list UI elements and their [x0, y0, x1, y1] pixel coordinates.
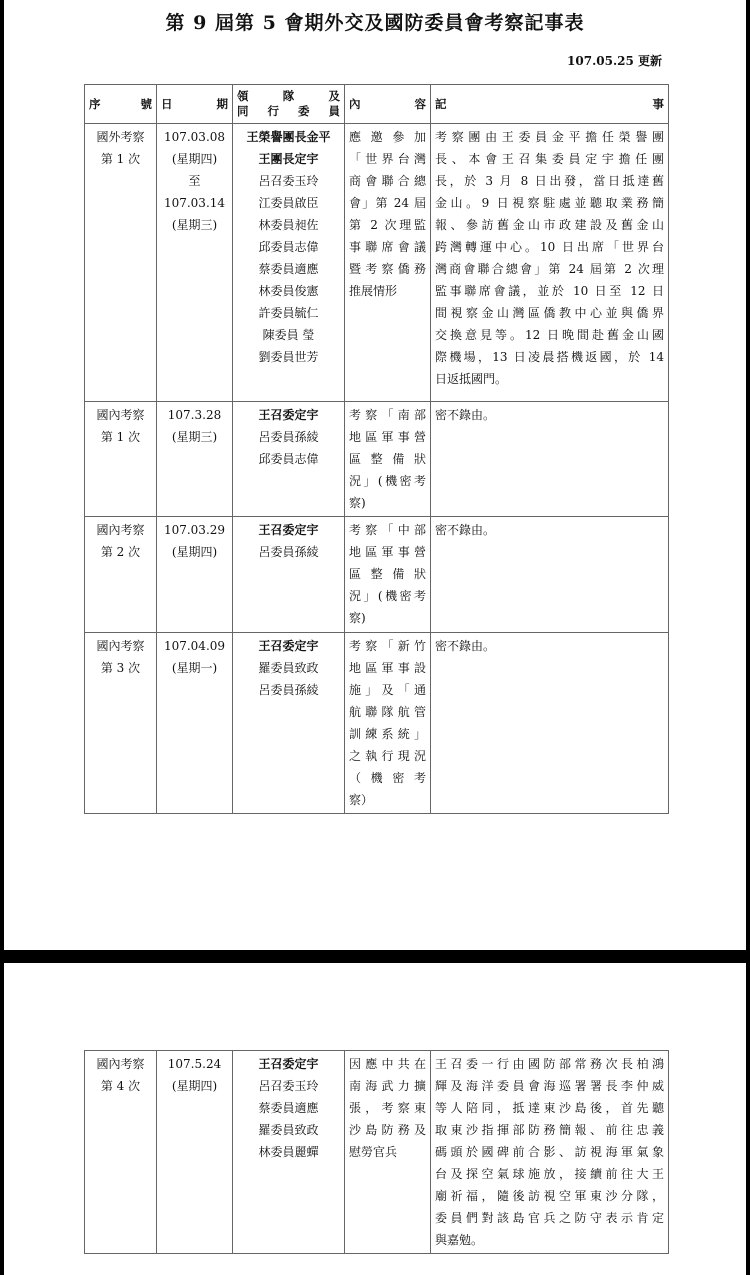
cell-leaders: [233, 1051, 345, 1254]
content-text: 之執行現況: [349, 749, 426, 763]
notes-text: 廟祈福，隨後訪視空軍東沙分隊，: [435, 1189, 664, 1203]
notes-text: 等人陪同，抵達東沙島後，首先聽: [435, 1101, 664, 1115]
cell-date: [157, 633, 233, 814]
cell-seq: [85, 517, 157, 633]
cell-leaders: [233, 517, 345, 633]
content-text: 慰勞官兵: [349, 1145, 398, 1159]
content-text: 暨考察僑務: [349, 262, 426, 276]
cell-seq: [85, 633, 157, 814]
member-name: 羅委員致政: [258, 661, 319, 675]
content-text: 張，考察東: [349, 1101, 426, 1115]
cell-date: [157, 517, 233, 633]
cell-leaders: [233, 124, 345, 402]
content-text: 南海武力擴: [349, 1079, 426, 1093]
member-name: 林委員俊憲: [258, 284, 319, 298]
cell-seq: [85, 402, 157, 517]
document-page-2: [4, 963, 746, 1275]
member-name: 呂委員孫綾: [258, 683, 319, 697]
date-text: (星期四): [171, 1079, 218, 1093]
cell-notes: [431, 402, 669, 517]
date-text: (星期三): [171, 430, 218, 444]
content-text: 況」(機密考: [349, 474, 426, 488]
document-page-1: [4, 0, 746, 950]
table-row: [85, 633, 669, 814]
date-text: (星期三): [171, 218, 218, 232]
inspection-record-table: [84, 84, 669, 814]
content-text: 航聯隊航管: [349, 705, 426, 719]
content-text: 察）: [349, 793, 374, 807]
member-name: 邱委員志偉: [258, 452, 319, 466]
content-text: （ 機 密 考: [349, 771, 426, 785]
header-leaders-line-1: 領 隊 及: [237, 89, 340, 103]
date-text: 至: [188, 174, 201, 188]
cell-content: [345, 402, 431, 517]
notes-text: 輝及海洋委員會海巡署署長李仲威: [435, 1079, 664, 1093]
member-name: 江委員啟臣: [258, 196, 319, 210]
seq-text: 國內考察: [96, 1057, 145, 1071]
content-text: 商會聯合總: [349, 174, 426, 188]
cell-seq: [85, 124, 157, 402]
header-date: 日 期: [157, 85, 233, 124]
cell-leaders: [233, 402, 345, 517]
content-text: 考察「新竹: [349, 639, 426, 653]
content-text: 區 整 備 狀: [349, 452, 426, 466]
notes-text: 灣商會聯合總會」第 24 屆第 2 次理: [435, 262, 664, 276]
table-header-row: [85, 85, 669, 124]
header-seq: 序 號: [85, 85, 157, 124]
content-text: 推展情形: [349, 284, 398, 298]
content-text: 第 2 次理監: [349, 218, 426, 232]
cell-content: [345, 633, 431, 814]
notes-text: 間視察金山灣區僑教中心並與僑界: [435, 306, 664, 320]
header-leaders-line-2: 同 行 委 員: [237, 104, 340, 118]
cell-content: [345, 1051, 431, 1254]
seq-text: 第 1 次: [100, 430, 141, 444]
cell-date: [157, 1051, 233, 1254]
notes-text: 台及探空氣球施放，接續前往大王: [435, 1167, 664, 1181]
content-text: 因應中共在: [349, 1057, 426, 1071]
seq-text: 第 2 次: [100, 545, 141, 559]
date-text: (星期四): [171, 152, 218, 166]
content-text: 察): [349, 611, 366, 625]
date-text: 107.03.29: [163, 523, 226, 537]
cell-notes: [431, 1051, 669, 1254]
seq-text: 第 3 次: [100, 661, 141, 675]
cell-date: [157, 402, 233, 517]
notes-text: 監事聯席會議，並於 10 日至 12 日: [435, 284, 664, 298]
content-text: 況」(機密考: [349, 589, 426, 603]
notes-text: 密不錄由。: [435, 408, 496, 422]
date-text: (星期四): [171, 545, 218, 559]
table-row: [85, 124, 669, 402]
table-row: [85, 1051, 669, 1254]
content-text: 察): [349, 496, 366, 510]
inspection-record-table-continued: [84, 1050, 669, 1254]
date-text: (星期一): [171, 661, 218, 675]
content-text: 區 整 備 狀: [349, 567, 426, 581]
cell-seq: [85, 1051, 157, 1254]
notes-text: 際機場，13 日凌晨搭機返國，於 14: [435, 350, 664, 364]
table-row: [85, 517, 669, 633]
leader-name: 王召委定宇: [258, 408, 319, 422]
member-name: 蔡委員適應: [258, 262, 319, 276]
seq-text: 國內考察: [96, 523, 145, 537]
header-leaders: [233, 85, 345, 124]
content-text: 考察「南部: [349, 408, 426, 422]
leader-name: 王團長定宇: [258, 152, 319, 166]
member-name: 呂召委玉玲: [258, 174, 319, 188]
cell-content: [345, 124, 431, 402]
updated-date: 107.05.25 更新: [567, 54, 662, 68]
notes-text: 跨灣轉運中心。10 日出席「世界台: [435, 240, 664, 254]
date-text: 107.5.24: [167, 1057, 222, 1071]
notes-text: 密不錄由。: [435, 523, 496, 537]
content-text: 事聯席會議: [349, 240, 426, 254]
cell-leaders: [233, 633, 345, 814]
content-text: 會」第 24 屆: [349, 196, 426, 210]
cell-content: [345, 517, 431, 633]
notes-text: 密不錄由。: [435, 639, 496, 653]
date-text: 107.03.08: [163, 130, 226, 144]
notes-text: 碼頭於國碑前合影、訪視海軍氣象: [435, 1145, 664, 1159]
date-text: 107.04.09: [163, 639, 226, 653]
notes-text: 長，於 3 月 8 日出發，當日抵達舊: [435, 174, 664, 188]
content-text: 考察「中部: [349, 523, 426, 537]
member-name: 陳委員 瑩: [262, 328, 315, 342]
content-text: 地區軍事營: [349, 430, 426, 444]
content-text: 訓練系統」: [349, 727, 426, 741]
notes-text: 與嘉勉。: [435, 1233, 484, 1247]
seq-text: 國內考察: [96, 639, 145, 653]
notes-text: 日返抵國門。: [435, 372, 508, 386]
seq-text: 國外考察: [96, 130, 145, 144]
member-name: 邱委員志偉: [258, 240, 319, 254]
content-text: 沙島防務及: [349, 1123, 426, 1137]
member-name: 蔡委員適應: [258, 1101, 319, 1115]
seq-text: 國內考察: [96, 408, 145, 422]
content-text: 地區軍事營: [349, 545, 426, 559]
cell-notes: [431, 124, 669, 402]
content-text: 地區軍事設: [349, 661, 426, 675]
member-name: 呂召委玉玲: [258, 1079, 319, 1093]
member-name: 許委員毓仁: [258, 306, 319, 320]
notes-text: 報、參訪舊金山市政建設及舊金山: [435, 218, 664, 232]
member-name: 呂委員孫綾: [258, 430, 319, 444]
member-name: 林委員昶佐: [258, 218, 319, 232]
cell-notes: [431, 633, 669, 814]
member-name: 呂委員孫綾: [258, 545, 319, 559]
cell-date: [157, 124, 233, 402]
notes-text: 考察團由王委員金平擔任榮譽團: [435, 130, 664, 144]
seq-text: 第 1 次: [100, 152, 141, 166]
member-name: 劉委員世芳: [258, 350, 319, 364]
leader-name: 王榮譽團長金平: [246, 130, 331, 144]
notes-text: 金山。9 日視察駐處並聽取業務簡: [435, 196, 664, 210]
notes-text: 委員們對該島官兵之防守表示肯定: [435, 1211, 664, 1225]
table-row: [85, 402, 669, 517]
leader-name: 王召委定宇: [258, 639, 319, 653]
notes-text: 取東沙指揮部防務簡報、前往忠義: [435, 1123, 664, 1137]
member-name: 羅委員致政: [258, 1123, 319, 1137]
content-text: 施」及「通: [349, 683, 426, 697]
content-text: 應 邀 參 加: [349, 130, 426, 144]
notes-text: 長、本會王召集委員定宇擔任團: [435, 152, 664, 166]
leader-name: 王召委定宇: [258, 523, 319, 537]
notes-text: 交換意見等。12 日晚間赴舊金山國: [435, 328, 664, 342]
date-text: 107.03.14: [163, 196, 226, 210]
content-text: 「世界台灣: [349, 152, 426, 166]
header-content: 內 容: [345, 85, 431, 124]
document-title: 第 9 屆第 5 會期外交及國防委員會考察記事表: [165, 12, 585, 34]
leader-name: 王召委定宇: [258, 1057, 319, 1071]
member-name: 林委員麗蟬: [258, 1145, 319, 1159]
header-notes: 記 事: [431, 85, 669, 124]
date-text: 107.3.28: [167, 408, 222, 422]
notes-text: 王召委一行由國防部常務次長柏鴻: [435, 1057, 664, 1071]
cell-notes: [431, 517, 669, 633]
seq-text: 第 4 次: [100, 1079, 141, 1093]
